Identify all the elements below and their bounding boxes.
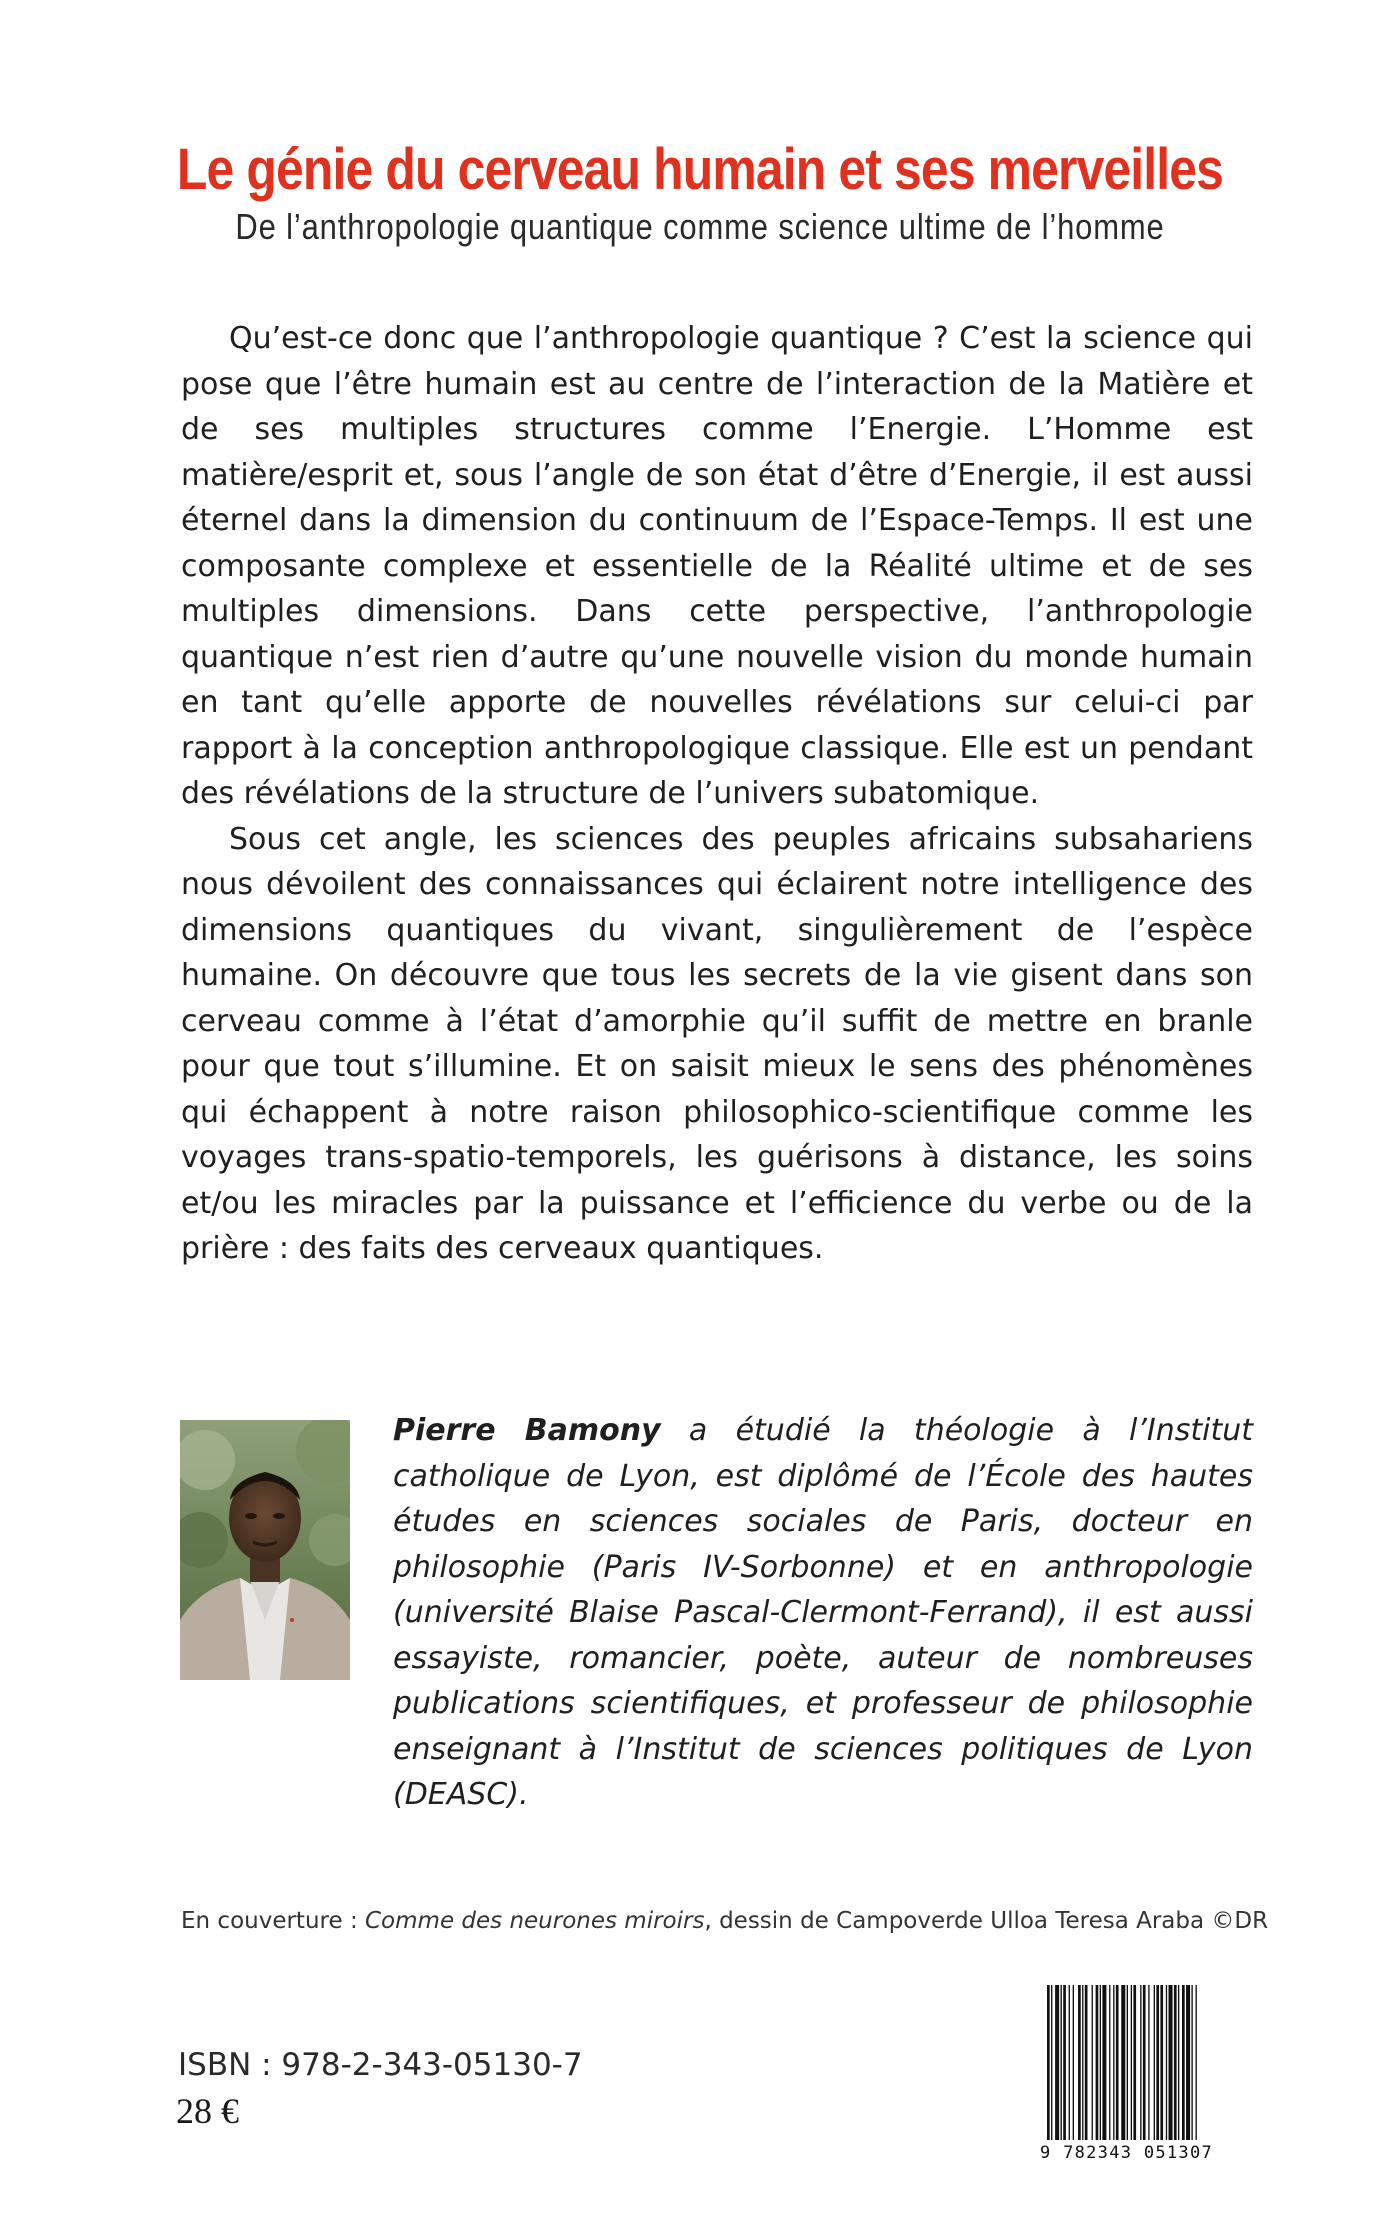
- book-subtitle: De l’anthropologie quantique comme science ultime de l’homme: [235, 206, 1165, 247]
- barcode-bars: [1043, 1985, 1255, 2140]
- cover-credit: [181, 1908, 1268, 1934]
- barcode-bar: [1113, 1985, 1114, 2140]
- barcode-bar: [1047, 1985, 1050, 2140]
- author-name: Pierre Bamony: [393, 1413, 661, 1448]
- barcode-bar: [1140, 1985, 1141, 2140]
- barcode-bar: [1166, 1985, 1167, 2140]
- book-title: Le génie du cerveau humain et ses merveilles: [176, 137, 1224, 202]
- price: 28 €: [176, 2091, 239, 2131]
- barcode: [1043, 1985, 1255, 2157]
- author-bio-text: a étudié la théologie à l’Institut catholique de Lyon, est diplômé de l’École des hautes études en sciences sociales de Paris, docteur en philosophie (Paris IV-Sorbonne) et en anthropologie (université Blaise Pascal-Clermont-Ferrand), il est aussi essayiste, romancier, poète, auteur de nombreuses publications scientifiques, et professeur de philosophie enseignant à l’Institut de sciences politiques de Lyon (DEASC).: [393, 1413, 1253, 1812]
- barcode-bar: [1148, 1985, 1149, 2140]
- barcode-bar: [1096, 1985, 1099, 2140]
- barcode-bar: [1092, 1985, 1093, 2140]
- barcode-bar: [1156, 1985, 1159, 2140]
- barcode-bar: [1196, 1985, 1197, 2140]
- cover-credit-prefix: En couverture :: [181, 1908, 365, 1934]
- barcode-bar: [1100, 1985, 1101, 2140]
- barcode-bar: [1121, 1985, 1125, 2140]
- summary-paragraph: Qu’est-ce donc que l’anthropologie quantique ? C’est la science qui pose que l’être humain est au centre de l’interaction de la Matière et de ses multiples structures comme l’Energie. L’Homme est matière/esprit et, sous l’angle de son état d’être d’Energie, il est aussi éternel dans la dimension du continuum de l’Espace-Temps. Il est une composante complexe et essentielle de la Réalité ultime et de ses multiples dimensions. Dans cette perspective, l’anthropologie quantique n’est rien d’autre qu’une nouvelle vision du monde humain en tant qu’elle apporte de nouvelles révélations sur celui-ci par rapport à la conception anthropologique classique. Elle est un pendant des révélations de la structure de l’univers subatomique.: [181, 321, 1253, 811]
- barcode-bar: [1102, 1985, 1106, 2140]
- barcode-bar: [1174, 1985, 1177, 2140]
- barcode-bar: [1061, 1985, 1062, 2140]
- barcode-bar: [1078, 1985, 1081, 2140]
- barcode-bar: [1063, 1985, 1066, 2140]
- cover-credit-work: Comme des neurones miroirs: [365, 1908, 705, 1934]
- summary-paragraph: Sous cet angle, les sciences des peuples africains subsahariens nous dévoilent des connaissances qui éclairent notre intelligence des dimensions quantiques du vivant, singulièrement de l’espèce humaine. On découvre que tous les secrets de la vie gisent dans son cerveau comme à l’état d’amorphie qu’il suffit de mettre en branle pour que tout s’illumine. Et on saisit mieux le sens des phénomènes qui échappent à notre raison philosophico-scientifique comme les voyages trans-spatio-temporels, les guérisons à distance, les soins et/ou les miracles par la puissance et l’efficience du verbe ou de la prière : des faits des cerveaux quantiques.: [181, 821, 1253, 1266]
- barcode-bar: [1109, 1985, 1110, 2140]
- barcode-bar: [1160, 1985, 1163, 2140]
- barcode-bar: [1133, 1985, 1136, 2140]
- isbn: ISBN : 978-2-343-05130-7: [178, 2047, 583, 2083]
- barcode-bar: [1154, 1985, 1155, 2140]
- barcode-bar: [1069, 1985, 1070, 2140]
- barcode-digits: 9 782343 051307: [1040, 2143, 1214, 2163]
- cover-credit-suffix: , dessin de Campoverde Ulloa Teresa Araba ©DR: [704, 1908, 1269, 1934]
- back-cover-summary: [181, 316, 1253, 1272]
- barcode-bar: [1143, 1985, 1146, 2140]
- author-photo: [180, 1420, 350, 1680]
- author-bio: [393, 1408, 1253, 1818]
- barcode-bar: [1178, 1985, 1179, 2140]
- barcode-bar: [1116, 1985, 1119, 2140]
- barcode-bar: [1186, 1985, 1190, 2140]
- barcode-bar: [1082, 1985, 1083, 2140]
- barcode-bar: [1131, 1985, 1132, 2140]
- barcode-bar: [1191, 1985, 1192, 2140]
- barcode-bar: [1055, 1985, 1059, 2140]
- barcode-bar: [1073, 1985, 1074, 2140]
- barcode-bar: [1182, 1985, 1185, 2140]
- barcode-bar: [1085, 1985, 1088, 2140]
- barcode-bar: [1169, 1985, 1173, 2140]
- author-portrait-image: [180, 1420, 350, 1680]
- barcode-bar: [1051, 1985, 1052, 2140]
- barcode-bar: [1127, 1985, 1128, 2140]
